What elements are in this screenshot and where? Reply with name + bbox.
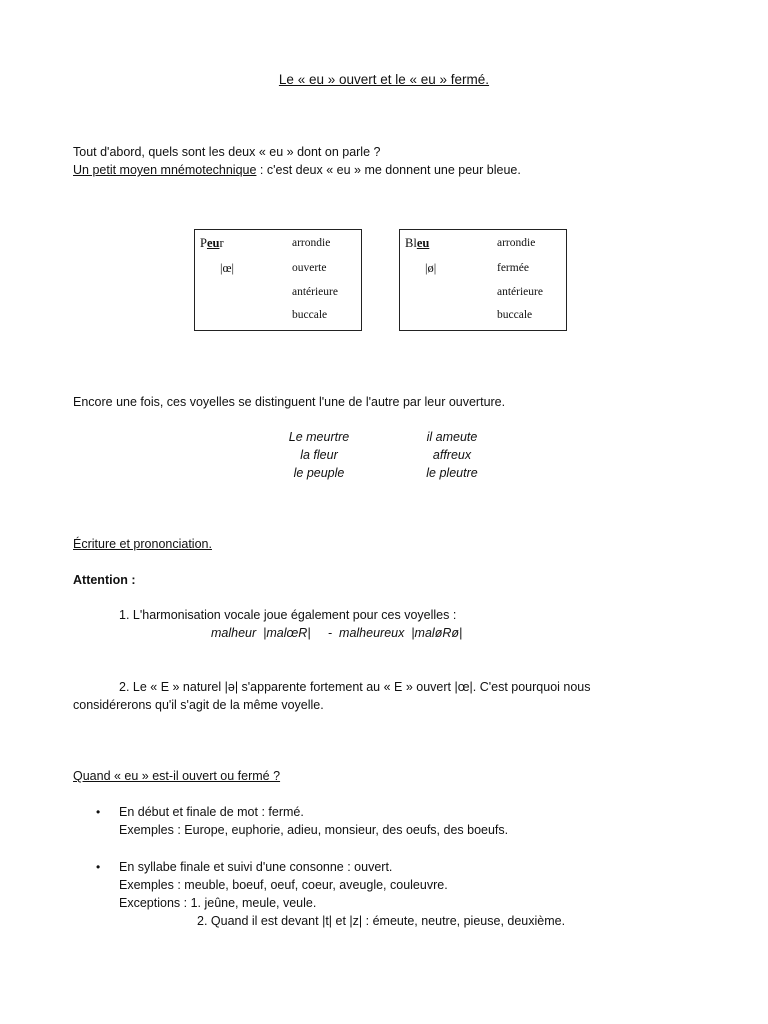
bullet-2-line2: Exemples : meuble, boeuf, oeuf, coeur, aveugle, couleuvre. bbox=[119, 878, 448, 892]
point-2-line1: 2. Le « E » naturel |ə| s'apparente fortement au « E » ouvert |œ|. C'est pourquoi nous bbox=[119, 680, 591, 694]
mnemonic-line bbox=[73, 161, 521, 179]
example-open: Le meurtre bbox=[288, 430, 350, 444]
phon-closed: |ø| bbox=[425, 261, 437, 275]
attention-label: Attention : bbox=[73, 573, 136, 587]
example-closed: le pleutre bbox=[426, 466, 478, 480]
feature-front: antérieure bbox=[497, 286, 543, 298]
feature-closed: fermée bbox=[497, 262, 529, 274]
point-1-example: malheur |malœR| - malheureux |maløRø| bbox=[211, 626, 463, 640]
word-peur: Peur bbox=[200, 236, 224, 250]
intro-question: Tout d'abord, quels sont les deux « eu » dont on parle ? bbox=[73, 145, 381, 159]
feature-oral: buccale bbox=[497, 309, 533, 321]
box-bleu bbox=[399, 229, 567, 331]
feature-oral: buccale bbox=[292, 309, 328, 321]
distinguish-text: Encore une fois, ces voyelles se distinguent l'une de l'autre par leur ouverture. bbox=[73, 395, 506, 409]
phon-open: |œ| bbox=[220, 261, 235, 275]
word-bleu: Bleu bbox=[405, 236, 430, 250]
example-open: le peuple bbox=[293, 466, 345, 480]
mnemonic-text: : c'est deux « eu » me donnent une peur bleue. bbox=[256, 163, 521, 177]
bullet-1-line2: Exemples : Europe, euphorie, adieu, monsieur, des oeufs, des boeufs. bbox=[119, 823, 509, 837]
example-open: la fleur bbox=[300, 448, 338, 462]
feature-open: ouverte bbox=[292, 262, 327, 274]
feature-front: antérieure bbox=[292, 286, 338, 298]
point-1: 1. L'harmonisation vocale joue également pour ces voyelles : bbox=[119, 608, 457, 622]
section-when-heading: Quand « eu » est-il ouvert ou fermé ? bbox=[73, 769, 281, 783]
example-closed: il ameute bbox=[426, 430, 478, 444]
box-peur bbox=[194, 229, 362, 331]
feature-rounded: arrondie bbox=[292, 237, 331, 249]
mnemonic-label: Un petit moyen mnémotechnique bbox=[73, 163, 257, 177]
bullet-dot: • bbox=[96, 805, 101, 819]
feature-rounded: arrondie bbox=[497, 237, 536, 249]
bullet-2-line3: Exceptions : 1. jeûne, meule, veule. bbox=[119, 896, 317, 910]
bullet-2-line1: En syllabe finale et suivi d'une consonne : ouvert. bbox=[119, 860, 393, 874]
bullet-1-line1: En début et finale de mot : fermé. bbox=[119, 805, 304, 819]
example-closed: affreux bbox=[432, 448, 472, 462]
point-2-line2: considérerons qu'il s'agit de la même voyelle. bbox=[73, 698, 324, 712]
page-title: Le « eu » ouvert et le « eu » fermé. bbox=[278, 72, 490, 87]
section-writing-heading: Écriture et prononciation. bbox=[73, 537, 212, 551]
bullet-2-line4: 2. Quand il est devant |t| et |z| : émeute, neutre, pieuse, deuxième. bbox=[197, 914, 566, 928]
bullet-dot: • bbox=[96, 860, 101, 874]
